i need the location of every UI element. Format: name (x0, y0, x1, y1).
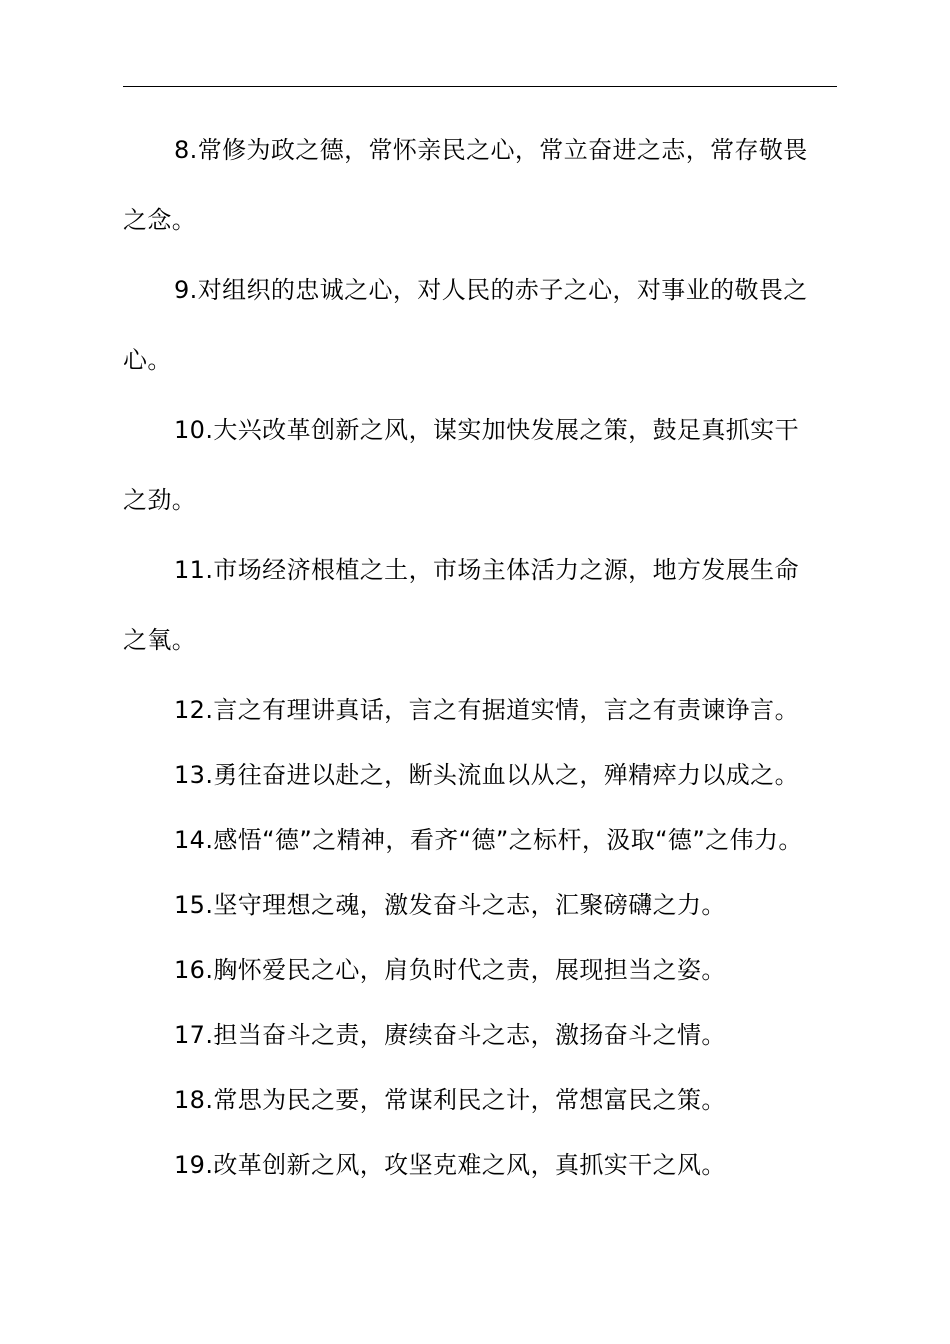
paragraph-17 (123, 1005, 837, 1070)
paragraph-continuation: 之氧。 (123, 626, 197, 654)
paragraph-continuation: 之劲。 (123, 486, 197, 514)
paragraph-text: 8.常修为政之德，常怀亲民之心，常立奋进之志，常存敬畏 (174, 136, 808, 164)
header-rule (123, 86, 837, 87)
paragraph-19 (123, 1135, 837, 1200)
paragraph-15 (123, 875, 837, 940)
paragraph-text: 10.大兴改革创新之风，谋实加快发展之策，鼓足真抓实干 (174, 416, 799, 444)
paragraph-text: 15.坚守理想之魂，激发奋斗之志，汇聚磅礴之力。 (174, 891, 726, 919)
paragraph-text: 18.常思为民之要，常谋利民之计，常想富民之策。 (174, 1086, 726, 1114)
paragraph-text: 12.言之有理讲真话，言之有据道实情，言之有责谏诤言。 (174, 696, 799, 724)
paragraph-14 (123, 810, 837, 875)
paragraph-8 (123, 120, 837, 260)
paragraph-18 (123, 1070, 837, 1135)
paragraph-13 (123, 745, 837, 810)
paragraph-continuation: 之念。 (123, 206, 197, 234)
paragraph-16 (123, 940, 837, 1005)
paragraph-continuation: 心。 (123, 346, 172, 374)
paragraph-text: 13.勇往奋进以赴之，断头流血以从之，殚精瘁力以成之。 (174, 761, 799, 789)
paragraph-11 (123, 540, 837, 680)
paragraph-text: 9.对组织的忠诚之心，对人民的赤子之心，对事业的敬畏之 (174, 276, 808, 304)
paragraph-text: 14.感悟“德”之精神，看齐“德”之标杆，汲取“德”之伟力。 (174, 826, 803, 854)
paragraph-text: 16.胸怀爱民之心，肩负时代之责，展现担当之姿。 (174, 956, 726, 984)
paragraph-text: 17.担当奋斗之责，赓续奋斗之志，激扬奋斗之情。 (174, 1021, 726, 1049)
paragraph-10 (123, 400, 837, 540)
document-body (123, 120, 837, 1200)
paragraph-text: 11.市场经济根植之土，市场主体活力之源，地方发展生命 (174, 556, 799, 584)
paragraph-12 (123, 680, 837, 745)
paragraph-9 (123, 260, 837, 400)
paragraph-text: 19.改革创新之风，攻坚克难之风，真抓实干之风。 (174, 1151, 726, 1179)
